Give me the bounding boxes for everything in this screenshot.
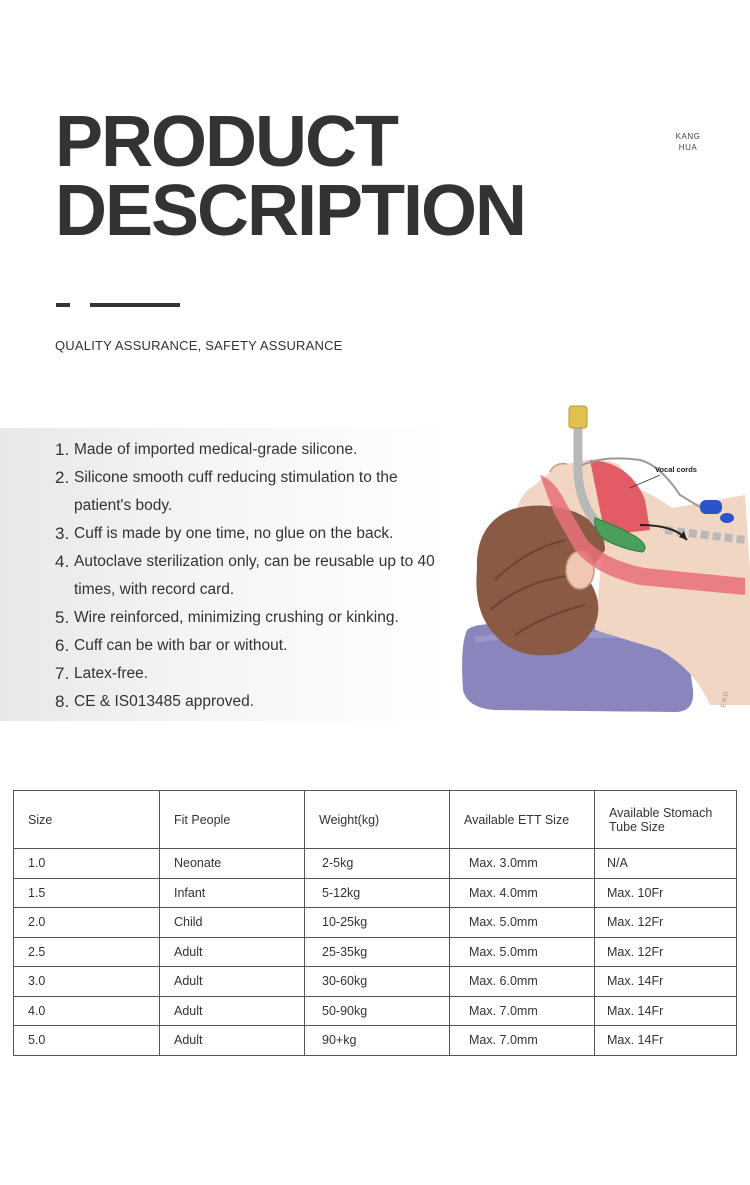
cell-ett-size: Max. 5.0mm xyxy=(450,908,595,938)
table-row xyxy=(14,1026,737,1056)
cell-stomach-tube-size: Max. 12Fr xyxy=(595,937,737,967)
cell-fit-people: Child xyxy=(160,908,305,938)
cell-size: 2.5 xyxy=(14,937,160,967)
feature-number: 8. xyxy=(55,692,70,711)
table-row xyxy=(14,878,737,908)
feature-number: 2. xyxy=(55,468,70,487)
cell-fit-people: Adult xyxy=(160,967,305,997)
cell-ett-size: Max. 3.0mm xyxy=(450,849,595,879)
feature-text: Cuff is made by one time, no glue on the back. xyxy=(74,525,394,542)
cell-weight: 25-35kg xyxy=(305,937,450,967)
cell-weight: 50-90kg xyxy=(305,996,450,1026)
vocal-cords-label: Vocal cords xyxy=(655,465,697,474)
cell-ett-size: Max. 4.0mm xyxy=(450,878,595,908)
feature-text: Latex-free. xyxy=(74,665,149,682)
cell-stomach-tube-size: Max. 10Fr xyxy=(595,878,737,908)
feature-item xyxy=(55,604,455,632)
cell-fit-people: Neonate xyxy=(160,849,305,879)
decorative-dash-short xyxy=(56,303,70,307)
cell-fit-people: Adult xyxy=(160,937,305,967)
header-size: Size xyxy=(14,791,160,849)
feature-item xyxy=(55,632,455,660)
header-ett-size: Available ETT Size xyxy=(450,791,595,849)
table-row xyxy=(14,937,737,967)
header-stomach-tube-size: Available Stomach Tube Size xyxy=(595,791,737,849)
feature-number: 6. xyxy=(55,636,70,655)
feature-number: 5. xyxy=(55,608,70,627)
cell-size: 1.5 xyxy=(14,878,160,908)
feature-text: Wire reinforced, minimizing crushing or kinking. xyxy=(74,609,399,626)
header-weight: Weight(kg) xyxy=(305,791,450,849)
page-title xyxy=(55,102,526,251)
cell-stomach-tube-size: Max. 12Fr xyxy=(595,908,737,938)
cell-fit-people: Infant xyxy=(160,878,305,908)
feature-item xyxy=(55,660,455,688)
cell-fit-people: Adult xyxy=(160,1026,305,1056)
tube-connector xyxy=(569,406,587,428)
airway-illustration xyxy=(455,400,750,720)
brand-line-2: HUA xyxy=(678,143,698,152)
feature-item xyxy=(55,688,455,716)
title-line-1: PRODUCT xyxy=(55,102,397,182)
cell-ett-size: Max. 7.0mm xyxy=(450,996,595,1026)
feature-number: 4. xyxy=(55,552,70,571)
subtitle: QUALITY ASSURANCE, SAFETY ASSURANCE xyxy=(55,338,343,353)
feature-number: 7. xyxy=(55,664,70,683)
cell-stomach-tube-size: N/A xyxy=(595,849,737,879)
feature-list xyxy=(55,436,455,716)
size-spec-table xyxy=(13,790,737,1056)
cell-weight: 90+kg xyxy=(305,1026,450,1056)
feature-item xyxy=(55,436,455,464)
feature-item xyxy=(55,464,455,520)
feature-text: Cuff can be with bar or without. xyxy=(74,637,288,654)
cell-size: 1.0 xyxy=(14,849,160,879)
cell-weight: 30-60kg xyxy=(305,967,450,997)
feature-number: 3. xyxy=(55,524,70,543)
table-row xyxy=(14,908,737,938)
feature-number: 1. xyxy=(55,440,70,459)
cell-size: 5.0 xyxy=(14,1026,160,1056)
feature-text: Made of imported medical-grade silicone. xyxy=(74,441,358,458)
cell-size: 2.0 xyxy=(14,908,160,938)
cell-ett-size: Max. 6.0mm xyxy=(450,967,595,997)
feature-text: CE & IS013485 approved. xyxy=(74,693,255,710)
cell-weight: 5-12kg xyxy=(305,878,450,908)
cell-stomach-tube-size: Max. 14Fr xyxy=(595,1026,737,1056)
table-row xyxy=(14,849,737,879)
feature-text: Silicone smooth cuff reducing stimulation to the patient's body. xyxy=(74,469,398,514)
table-header-row xyxy=(14,791,737,849)
cell-fit-people: Adult xyxy=(160,996,305,1026)
cell-weight: 2-5kg xyxy=(305,849,450,879)
feature-item xyxy=(55,520,455,548)
decorative-dash-long xyxy=(90,303,180,307)
pilot-balloon xyxy=(700,500,722,514)
cell-ett-size: Max. 5.0mm xyxy=(450,937,595,967)
title-line-2: DESCRIPTION xyxy=(55,171,526,251)
feature-item xyxy=(55,548,455,604)
cell-size: 3.0 xyxy=(14,967,160,997)
cell-weight: 10-25kg xyxy=(305,908,450,938)
feature-text: Autoclave sterilization only, can be reusable up to 40 times, with record card. xyxy=(74,553,435,598)
table-row xyxy=(14,967,737,997)
brand-line-1: KANG xyxy=(675,132,701,141)
svg-text:E.R.D: E.R.D xyxy=(721,691,730,709)
cell-size: 4.0 xyxy=(14,996,160,1026)
header-fit-people: Fit People xyxy=(160,791,305,849)
table-row xyxy=(14,996,737,1026)
cell-stomach-tube-size: Max. 14Fr xyxy=(595,996,737,1026)
brand-logo xyxy=(660,131,716,153)
cell-stomach-tube-size: Max. 14Fr xyxy=(595,967,737,997)
cell-ett-size: Max. 7.0mm xyxy=(450,1026,595,1056)
